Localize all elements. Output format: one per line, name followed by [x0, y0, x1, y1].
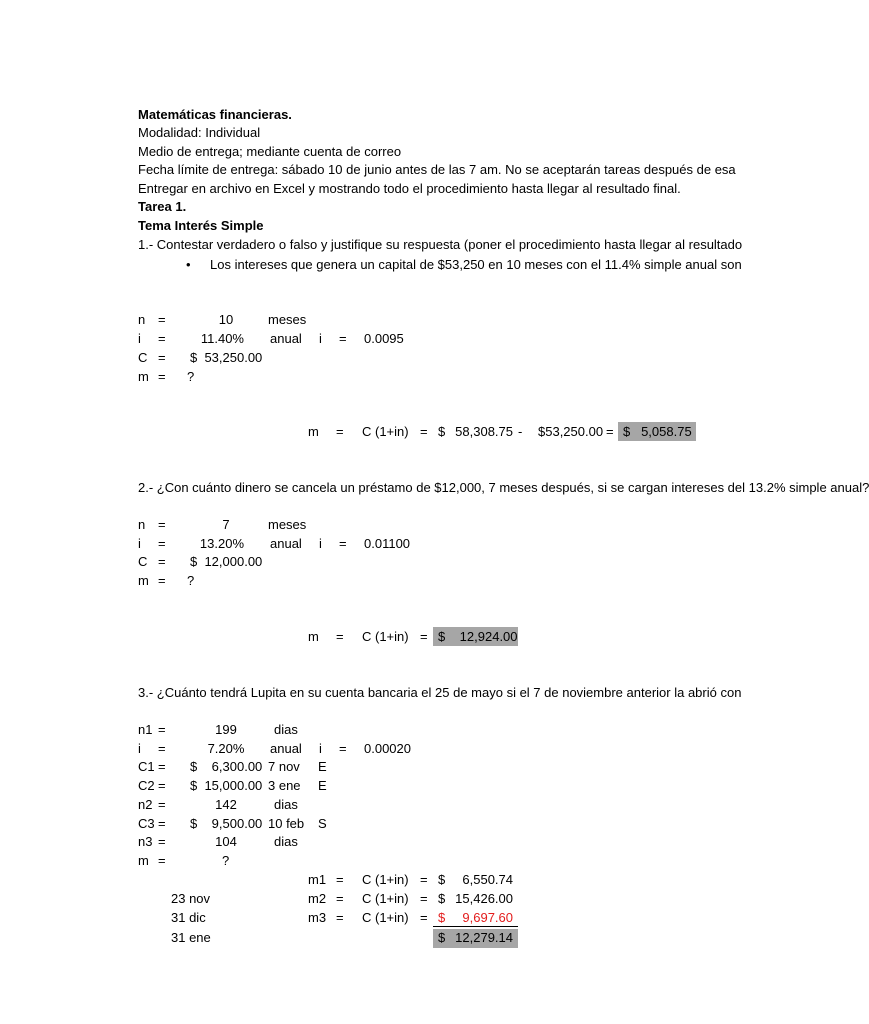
p2-formula-eq: =: [336, 629, 344, 644]
p3-row-value: 7.20%: [207, 741, 245, 756]
p3-row-label: C2: [138, 778, 155, 793]
p2-i2-label: i: [319, 536, 322, 551]
document-title: Matemáticas financieras.: [138, 107, 292, 122]
bullet-icon: •: [186, 257, 191, 272]
p3-row-eq: =: [158, 778, 166, 793]
p2-i-unit: anual: [270, 536, 302, 551]
p3-row-label: C1: [138, 759, 155, 774]
p3-row-value: $ 15,000.00: [190, 778, 263, 793]
p3-row-unit: 3 ene: [268, 778, 301, 793]
p3-row-eq: =: [158, 722, 166, 737]
p3-i2-label: i: [319, 741, 322, 756]
p3-row-eq: =: [158, 834, 166, 849]
p3-row-value: $ 6,300.00: [190, 759, 263, 774]
p3-row-unit: dias: [274, 834, 298, 849]
p2-i-value: 13.20%: [199, 536, 244, 551]
p3-row-label: n1: [138, 722, 153, 737]
p1-m-value: ?: [187, 369, 195, 384]
p1-formula: C (1+in): [362, 424, 409, 439]
p1-n-unit: meses: [268, 312, 307, 327]
p2-n-value: 7: [222, 517, 230, 532]
p1-i2-label: i: [319, 331, 322, 346]
p1-formula-value: 58,308.75: [455, 424, 513, 439]
p3-total-value: 12,279.14: [455, 930, 513, 945]
p1-i-label: i: [138, 331, 141, 346]
p1-eq-sign: =: [606, 424, 614, 439]
medio-line: Medio de entrega; mediante cuenta de correo: [138, 144, 402, 159]
p3-row-flag: S: [318, 816, 327, 831]
p3-row-label: m: [138, 853, 149, 868]
p2-i-label: i: [138, 536, 141, 551]
p3-row-value: $ 9,500.00: [190, 816, 263, 831]
p3-m-label: m1: [308, 872, 327, 887]
p3-total-dollar: $: [438, 930, 446, 945]
p3-m-formula: C (1+in): [362, 872, 409, 887]
p2-formula-m: m: [308, 629, 319, 644]
p3-row-flag: E: [318, 778, 327, 793]
p3-m-dollar: $: [438, 910, 446, 925]
p3-i2-value: 0.00020: [364, 741, 411, 756]
p1-i2-eq: =: [339, 331, 347, 346]
p3-m-formula: C (1+in): [362, 891, 409, 906]
p2-n-unit: meses: [268, 517, 307, 532]
p2-formula: C (1+in): [362, 629, 409, 644]
p2-i2-eq: =: [339, 536, 347, 551]
entregar-line: Entregar en archivo en Excel y mostrando todo el procedimiento hasta llegar al resultado final.: [138, 181, 681, 196]
p1-i-unit: anual: [270, 331, 302, 346]
p3-row-value: 199: [215, 722, 237, 737]
p2-c-label: C: [138, 554, 148, 569]
p3-date-2: 31 dic: [171, 910, 206, 925]
p3-m-formula: C (1+in): [362, 910, 409, 925]
p2-n-label: n: [138, 517, 146, 532]
p1-i-eq: =: [158, 331, 166, 346]
p1-c-value: $ 53,250.00: [190, 350, 263, 365]
p3-m-value: 9,697.60: [462, 910, 513, 925]
p1-c-label: C: [138, 350, 148, 365]
p3-m-label: m3: [308, 910, 327, 925]
p3-m-dollar: $: [438, 891, 446, 906]
p2-question: 2.- ¿Con cuánto dinero se cancela un préstamo de $12,000, 7 meses después, si se cargan intereses del 13.2% simple anual?: [138, 480, 869, 495]
p3-m-eq: =: [336, 891, 344, 906]
p1-capital: $53,250.00: [538, 424, 604, 439]
p1-m-eq: =: [158, 369, 166, 384]
p3-row-label: i: [138, 741, 141, 756]
tarea-heading: Tarea 1.: [138, 199, 187, 214]
p2-m-eq: =: [158, 573, 166, 588]
p3-row-value: ?: [222, 853, 230, 868]
p3-m-eq: =: [336, 872, 344, 887]
p2-n-eq: =: [158, 517, 166, 532]
p3-m-label: m2: [308, 891, 327, 906]
p2-i2-value: 0.01100: [364, 536, 411, 551]
modalidad-line: Modalidad: Individual: [138, 125, 261, 140]
instruction-line: 1.- Contestar verdadero o falso y justifique su respuesta (poner el procedimiento hasta llegar al resultado: [138, 237, 743, 252]
p1-formula-eq2: =: [420, 424, 428, 439]
p2-formula-eq2: =: [420, 629, 428, 644]
p3-row-unit: 7 nov: [268, 759, 300, 774]
p3-row-eq: =: [158, 816, 166, 831]
p1-n-eq: =: [158, 312, 166, 327]
p2-m-value: ?: [187, 573, 195, 588]
p2-c-eq: =: [158, 554, 166, 569]
p3-row-unit: dias: [274, 797, 298, 812]
p3-m-value: 6,550.74: [462, 872, 513, 887]
p2-m-label: m: [138, 573, 149, 588]
p3-row-unit: anual: [270, 741, 302, 756]
p3-m-dollar: $: [438, 872, 446, 887]
p3-row-unit: 10 feb: [268, 816, 305, 831]
tema-heading: Tema Interés Simple: [138, 218, 264, 233]
p3-m-eq2: =: [420, 910, 428, 925]
p3-row-flag: E: [318, 759, 327, 774]
p3-date-1: 23 nov: [171, 891, 211, 906]
p3-row-eq: =: [158, 797, 166, 812]
p1-minus-sign: -: [518, 424, 523, 439]
p3-row-label: C3: [138, 816, 155, 831]
p2-result: $ 12,924.00: [438, 629, 518, 644]
p3-m-eq: =: [336, 910, 344, 925]
p1-result: $ 5,058.75: [623, 424, 692, 439]
p3-row-label: n2: [138, 797, 153, 812]
p1-formula-m: m: [308, 424, 319, 439]
p3-row-unit: dias: [274, 722, 298, 737]
p3-row-label: n3: [138, 834, 153, 849]
p3-row-eq: =: [158, 741, 166, 756]
p3-question: 3.- ¿Cuánto tendrá Lupita en su cuenta bancaria el 25 de mayo si el 7 de noviembre anterior la abrió con: [138, 685, 742, 700]
p3-row-eq: =: [158, 853, 166, 868]
p1-i2-value: 0.0095: [364, 331, 404, 346]
p3-i2-eq: =: [339, 741, 347, 756]
p3-m-eq2: =: [420, 872, 428, 887]
p3-row-value: 142: [215, 797, 237, 812]
p1-c-eq: =: [158, 350, 166, 365]
p1-formula-eq: =: [336, 424, 344, 439]
p1-n-value: 10: [218, 312, 234, 327]
p1-formula-dollar: $: [438, 424, 446, 439]
p3-m-value: 15,426.00: [455, 891, 513, 906]
p3-row-eq: =: [158, 759, 166, 774]
p3-row-value: 104: [215, 834, 237, 849]
p2-c-value: $ 12,000.00: [190, 554, 263, 569]
bullet-statement: Los intereses que genera un capital de $53,250 en 10 meses con el 11.4% simple anual son: [210, 257, 742, 272]
p1-m-label: m: [138, 369, 149, 384]
p3-date-3: 31 ene: [171, 930, 211, 945]
p3-m-eq2: =: [420, 891, 428, 906]
fecha-line: Fecha límite de entrega: sábado 10 de junio antes de las 7 am. No se aceptarán tareas después de esa: [138, 162, 736, 177]
p2-i-eq: =: [158, 536, 166, 551]
p1-i-value: 11.40%: [200, 331, 244, 346]
p1-n-label: n: [138, 312, 146, 327]
